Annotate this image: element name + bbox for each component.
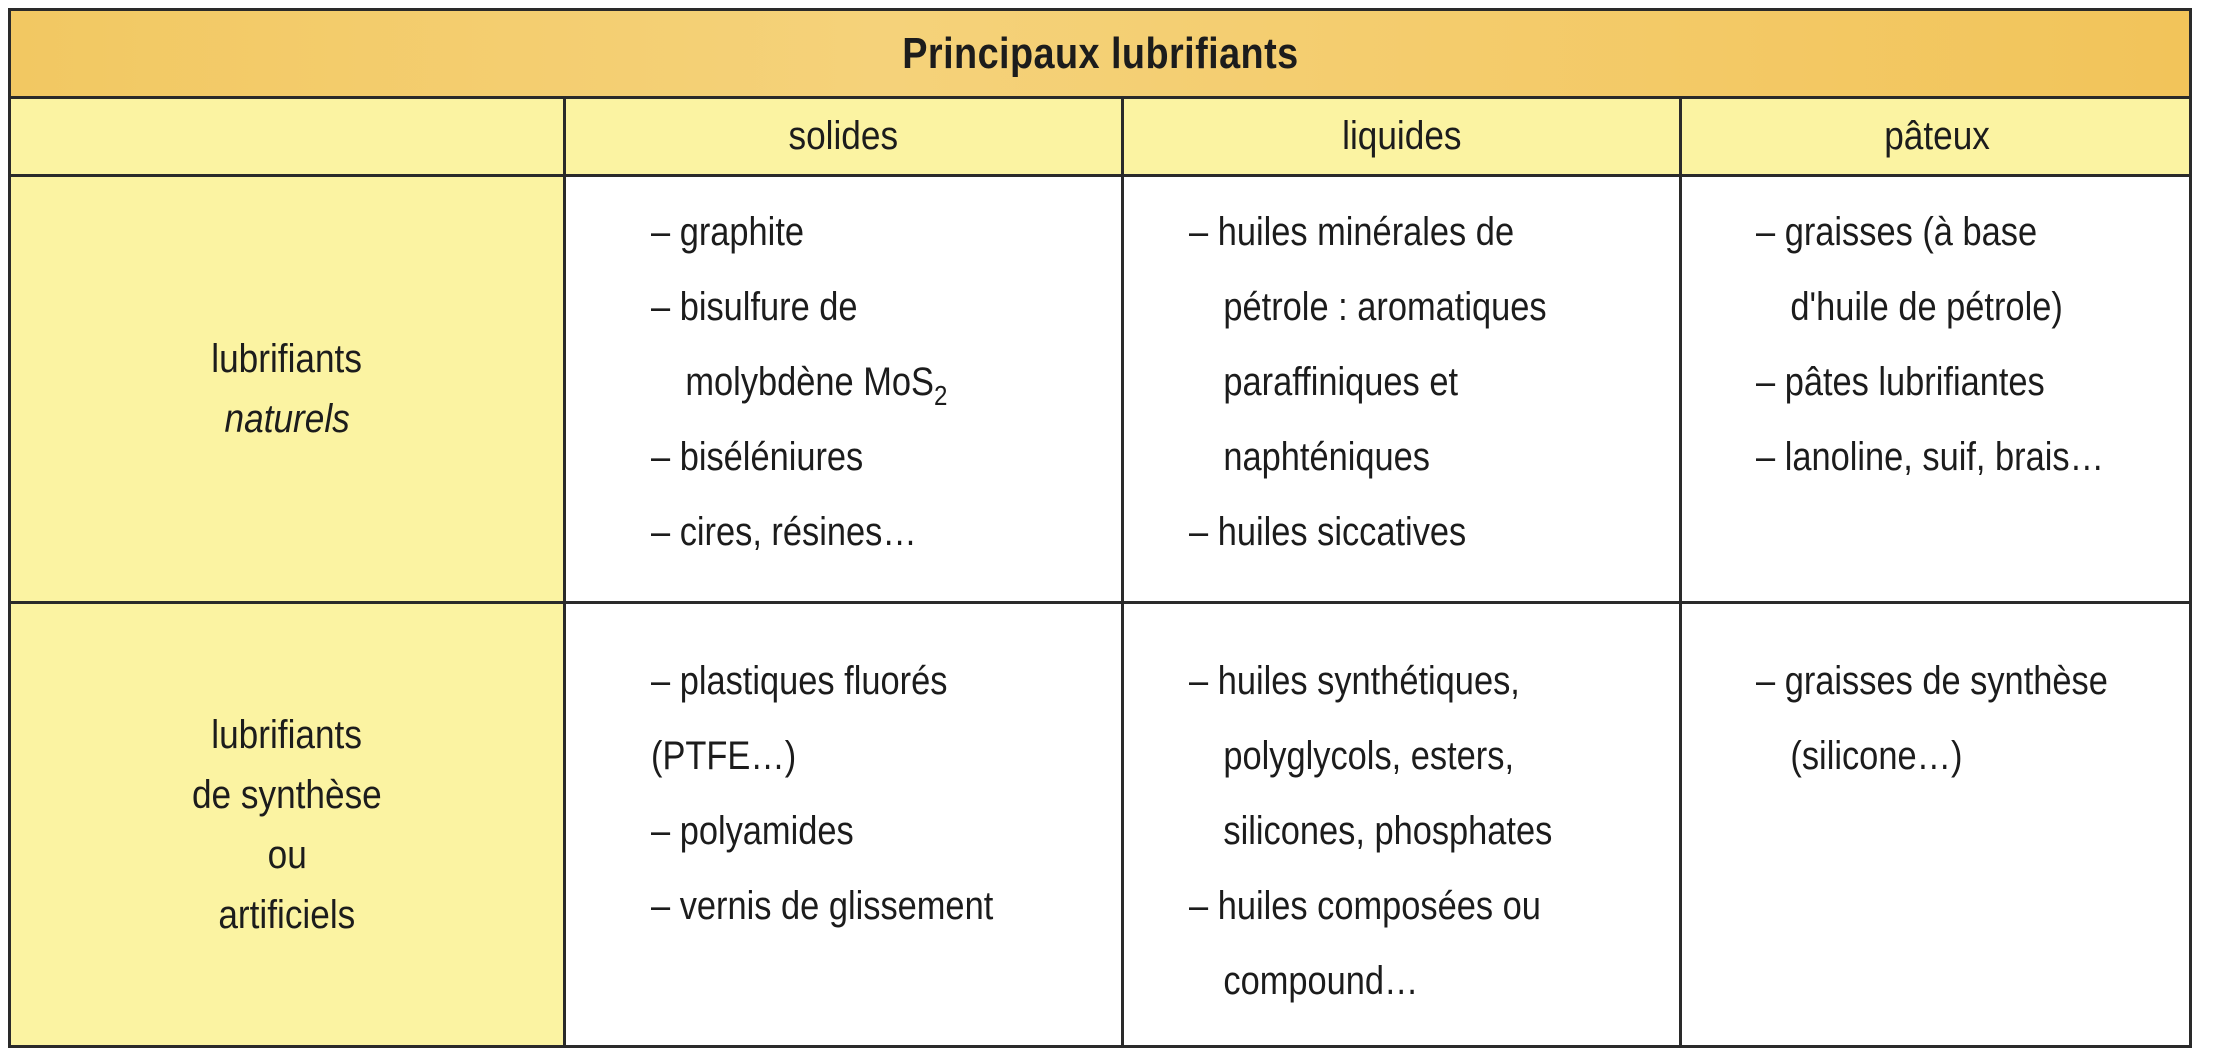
row-header-synthese: [11, 604, 563, 1045]
cell-line: – graphite: [651, 210, 805, 254]
row-header-line: naturels: [224, 397, 350, 441]
cell-line: [651, 345, 947, 420]
cell-line-text: molybdène MoS: [685, 360, 934, 404]
subscript: 2: [933, 380, 948, 411]
cell-line: naphténiques: [1223, 435, 1430, 479]
cell-line: (PTFE…): [651, 734, 797, 778]
column-header-label: pâteux: [1884, 114, 1990, 158]
cell-synthese-liquides: [1189, 644, 1611, 1019]
cell-line: – biséléniures: [651, 435, 864, 479]
cell-line: – huiles siccatives: [1189, 510, 1467, 554]
cell-line: (silicone…): [1790, 734, 1963, 778]
cell-line: – huiles minérales de: [1189, 210, 1515, 254]
grid-divider: [563, 99, 566, 1045]
grid-divider: [1679, 99, 1682, 1045]
cell-line: compound…: [1223, 959, 1419, 1003]
column-header-label: liquides: [1341, 114, 1462, 158]
table-title-bar: [11, 11, 2189, 99]
row-header-line: lubrifiants: [211, 712, 363, 757]
grid-divider: [1121, 99, 1124, 1045]
column-header-pateux: [1682, 99, 2192, 174]
cell-synthese-solides: [651, 644, 1049, 944]
row-header-line: de synthèse: [192, 772, 382, 817]
cell-naturels-pateux: [1756, 195, 2161, 495]
cell-line: – bisulfure de: [651, 285, 858, 329]
row-header-line: artificiels: [218, 892, 356, 937]
cell-line: paraffiniques et: [1223, 360, 1459, 404]
cell-naturels-liquides: [1189, 195, 1605, 570]
cell-synthese-pateux: [1756, 644, 2165, 794]
cell-line: – plastiques fluorés: [651, 659, 948, 703]
cell-line: – cires, résines…: [651, 510, 917, 554]
table-title: Principaux lubrifiants: [901, 28, 1299, 78]
cell-line: – lanoline, suif, brais…: [1756, 435, 2105, 479]
row-header-line: lubrifiants: [211, 337, 363, 381]
column-header-solides: [566, 99, 1121, 174]
cell-line: – polyamides: [651, 809, 854, 853]
cell-line: – graisses (à base: [1756, 210, 2038, 254]
cell-line: – vernis de glissement: [651, 884, 994, 928]
lubricants-table: [8, 8, 2192, 1048]
cell-line: silicones, phosphates: [1223, 809, 1553, 853]
cell-line: – huiles composées ou: [1189, 884, 1541, 928]
column-header-liquides: [1124, 99, 1679, 174]
cell-line: – pâtes lubrifiantes: [1756, 360, 2045, 404]
cell-line: – graisses de synthèse: [1756, 659, 2108, 703]
cell-line: – huiles synthétiques,: [1189, 659, 1520, 703]
cell-line: d'huile de pétrole): [1790, 285, 2063, 329]
row-header-line: ou: [267, 832, 307, 877]
column-header-label: solides: [788, 114, 899, 158]
cell-naturels-solides: [651, 195, 996, 570]
row-header-naturels: [11, 177, 563, 601]
cell-line: polyglycols, esters,: [1223, 734, 1515, 778]
column-header-row: [11, 99, 2189, 177]
cell-line: pétrole : aromatiques: [1223, 285, 1547, 329]
